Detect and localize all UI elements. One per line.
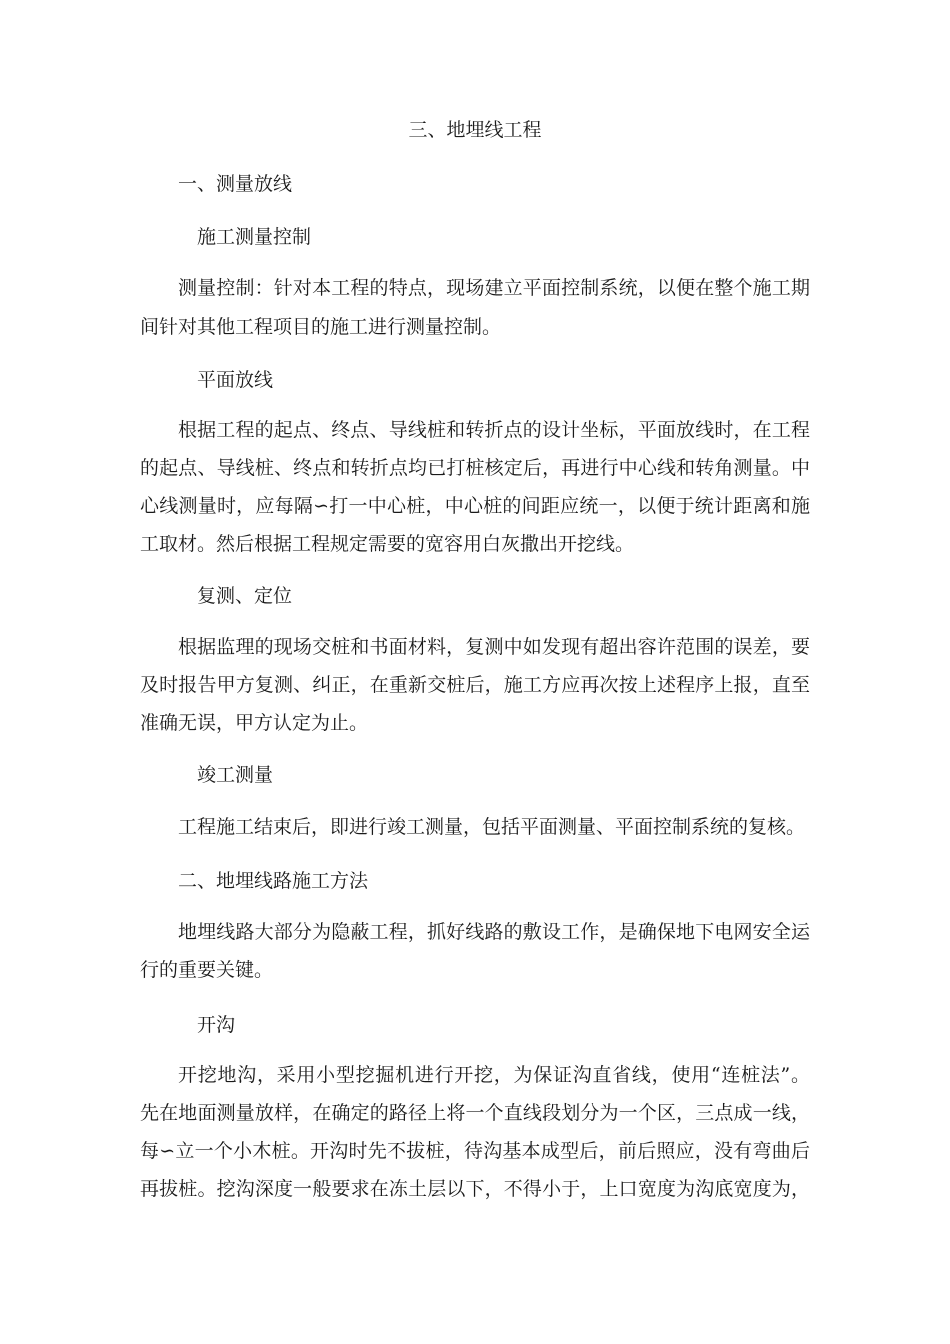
paragraph-line: 每∽立一个小木桩。开沟时先不拔桩，待沟基本成型后，前后照应，没有弯曲后 [140, 1140, 810, 1162]
paragraph-line: 测量控制：针对本工程的特点，现场建立平面控制系统，以便在整个施工期 [178, 277, 810, 299]
paragraph-line: 再拔桩。挖沟深度一般要求在冻土层以下，不得小于，上口宽度为沟底宽度为， [140, 1178, 810, 1200]
paragraph-line: 及时报告甲方复测、纠正，在重新交桩后，施工方应再次按上述程序上报，直至 [140, 674, 810, 696]
subheading-recheck-position: 复测、定位 [197, 585, 293, 607]
subheading-completion-survey: 竣工测量 [197, 764, 274, 786]
section-heading-survey: 一、测量放线 [178, 173, 293, 195]
section-heading-construction-method: 二、地埋线路施工方法 [178, 870, 369, 892]
paragraph-line: 工程施工结束后，即进行竣工测量，包括平面测量、平面控制系统的复核。 [178, 816, 806, 838]
paragraph-line: 心线测量时，应每隔∽打一中心桩，中心桩的间距应统一，以便于统计距离和施 [140, 495, 810, 517]
document-title: 三、地埋线工程 [408, 119, 542, 141]
paragraph-line: 开挖地沟，采用小型挖掘机进行开挖，为保证沟直省线，使用“连桩法”。 [178, 1064, 810, 1086]
paragraph-line: 工取材。然后根据工程规定需要的宽容用白灰撒出开挖线。 [140, 533, 635, 555]
paragraph-line: 行的重要关键。 [140, 959, 274, 981]
paragraph-line: 根据监理的现场交桩和书面材料，复测中如发现有超出容许范围的误差，要 [178, 636, 810, 658]
subheading-survey-control: 施工测量控制 [197, 226, 312, 248]
paragraph-line: 根据工程的起点、终点、导线桩和转折点的设计坐标，平面放线时，在工程 [178, 419, 810, 441]
subheading-trenching: 开沟 [197, 1014, 236, 1036]
paragraph-line: 的起点、导线桩、终点和转折点均已打桩核定后，再进行中心线和转角测量。中 [140, 457, 810, 479]
paragraph-line: 先在地面测量放样，在确定的路径上将一个直线段划分为一个区，三点成一线， [140, 1102, 810, 1124]
subheading-plane-layout: 平面放线 [197, 369, 274, 391]
paragraph-line: 准确无误，甲方认定为止。 [140, 712, 369, 734]
paragraph-line: 地埋线路大部分为隐蔽工程，抓好线路的敷设工作，是确保地下电网安全运 [178, 921, 810, 943]
paragraph-line: 间针对其他工程项目的施工进行测量控制。 [140, 316, 502, 338]
